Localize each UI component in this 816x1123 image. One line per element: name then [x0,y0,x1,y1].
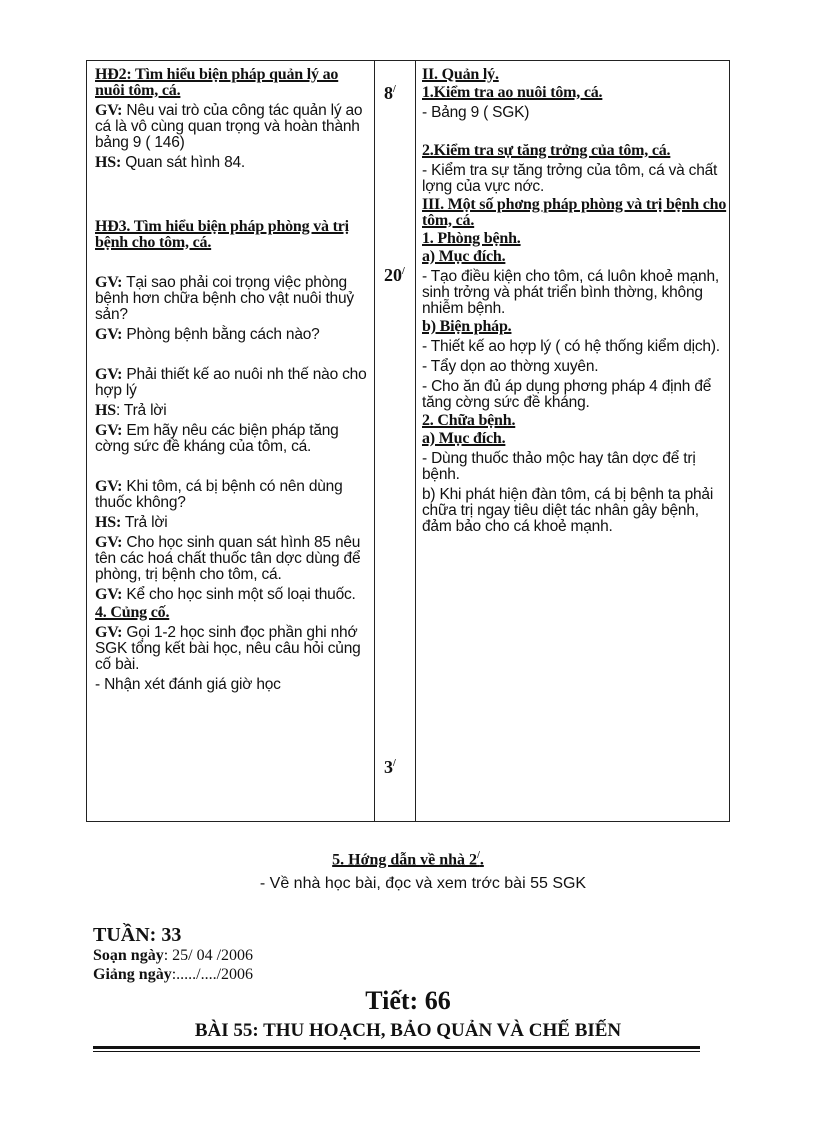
gv-item: GV: Kể cho học sinh một số loại thuốc. [95,586,356,603]
lesson-meta [93,924,253,984]
column-divider-left [374,61,375,821]
check-growth-title: 2.Kiểm tra sự tăng trởng của tôm, cá. [422,142,671,159]
consolidate-title: 4. Củng cố. [95,604,170,621]
content-column [422,67,727,535]
purpose-title: a) Mục đích. [422,430,506,447]
title-rule-thin [93,1051,700,1052]
gv-item: GV: Cho học sinh quan sát hình 85 nêu tên các hoá chất thuốc tân dợc dùng để phòng, trị bệnh cho tôm, cá. [95,534,361,583]
gv-item: GV: Khi tôm, cá bị bệnh có nên dùng thuốc không? [95,478,343,511]
hd2-title: HĐ2: Tìm hiểu biện pháp quản lý ao nuôi tôm, cá. [95,66,339,99]
column-divider-right [415,61,416,821]
check-pond-text: - Bảng 9 ( SGK) [422,104,530,121]
time-8: 8/ [384,83,396,103]
time-3: 3/ [384,757,396,777]
measure-item: - Thiết kế ao hợp lý ( có hệ thống kiểm dịch). [422,338,720,355]
hs-item: HS: Trả lời [95,402,167,419]
check-pond-title: 1.Kiểm tra ao nuôi tôm, cá. [422,84,603,101]
hd3-title: HĐ3. Tìm hiểu biện pháp phòng và trị bệnh cho tôm, cá. [95,218,349,251]
measure-item: - Cho ăn đủ áp dụng phơng pháp 4 định để tăng cờng sức đề kháng. [422,378,712,411]
check-growth-text: - Kiểm tra sự tăng trởng của tôm, cá và chất lợng của vực nớc. [422,162,718,195]
section-2-title: II. Quản lý. [422,66,499,83]
gv-item: GV: Nêu vai trò của công tác quản lý ao cá là vô cùng quan trọng và hoàn thành bảng 9 ( 146) [95,102,363,151]
measures-title: b) Biện pháp. [422,318,512,335]
time-20: 20/ [384,265,405,285]
teach-date-line: Giảng ngày:...../..../2006 [93,966,254,983]
title-rule-thick [93,1046,700,1049]
gv-item: GV: Phải thiết kế ao nuôi nh thế nào cho hợp lý [95,366,367,399]
purpose-title: a) Mục đích. [422,248,506,265]
purpose-text: - Tạo điều kiện cho tôm, cá luôn khoẻ mạnh, sinh trởng và phát triển bình thờng, không nhiễm bệnh. [422,268,719,317]
homework-title: 5. Hớng dẫn về nhà 2/. [332,850,484,869]
week-line: TUẦN: 33 [93,924,182,946]
gv-item: GV: Phòng bệnh bằng cách nào? [95,326,320,343]
hs-item: HS: Quan sát hình 84. [95,154,246,171]
gv-item: GV: Tại sao phải coi trọng việc phòng bệnh hơn chữa bệnh cho vật nuôi thuỷ sản? [95,274,354,323]
lesson-title: BÀI 55: THU HOẠCH, BẢO QUẢN VÀ CHẾ BIẾN [194,1020,622,1041]
review-text: - Nhận xét đánh giá giờ học [95,676,281,693]
prevention-title: 1. Phòng bệnh. [422,230,521,247]
measure-item: - Tẩy dọn ao thờng xuyên. [422,358,599,375]
activities-column [95,67,369,693]
homework-section [0,850,816,893]
section-3-title: III. Một số phơng pháp phòng và trị bệnh cho tôm, cá. [422,196,727,229]
cure-title: 2. Chữa bệnh. [422,412,516,429]
treatment-text: b) Khi phát hiện đàn tôm, cá bị bệnh ta phải chữa trị ngay tiêu diệt tác nhân gây bệnh, đảm bảo cho cá khoẻ mạnh. [422,486,714,535]
purpose-text: - Dùng thuốc thảo mộc hay tân dợc để trị bệnh. [422,450,696,483]
period-title: Tiết: 66 [365,986,451,1015]
gv-item: GV: Em hãy nêu các biện pháp tăng cờng sức đề kháng của tôm, cá. [95,422,339,455]
homework-text: - Về nhà học bài, đọc và xem trớc bài 55 SGK [259,875,587,893]
lesson-table [86,60,730,822]
gv-item: GV: Gọi 1-2 học sinh đọc phần ghi nhớ SGK tổng kết bài học, nêu câu hỏi củng cố bài. [95,624,361,673]
prep-date-line: Soạn ngày: 25/ 04 /2006 [93,947,254,964]
hs-item: HS: Trả lời [95,514,168,531]
